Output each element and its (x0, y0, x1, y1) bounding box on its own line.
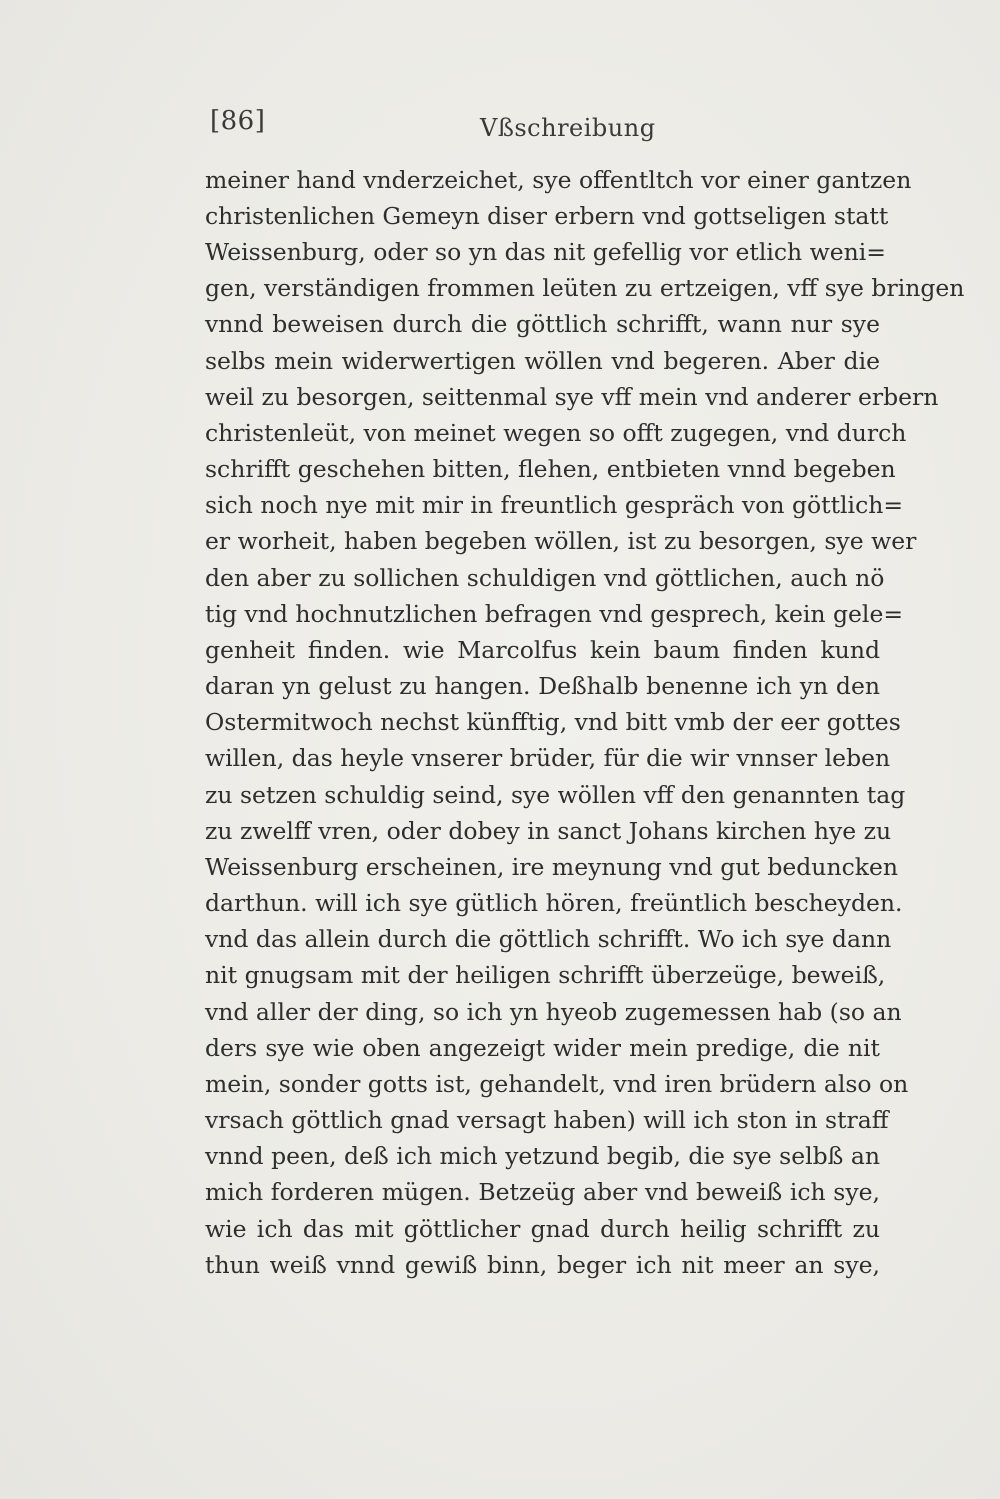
text-line: ders sye wie oben angezeigt wider mein predige, die nit (205, 1034, 880, 1062)
text-line: vnnd beweisen durch die göttlich schrifft, wann nur sye (205, 310, 880, 338)
text-line: tig vnd hochnutzlichen befragen vnd gesprech, kein gele= (205, 600, 904, 628)
text-line: er worheit, haben begeben wöllen, ist zu besorgen, sye wer (205, 527, 917, 555)
text-line: willen, das heyle vnserer brüder, für die wir vnnser leben (205, 744, 891, 772)
text-line: nit gnugsam mit der heiligen schrifft überzeüge, beweiß, (205, 961, 886, 989)
text-line: christenlichen Gemeyn diser erbern vnd gottseligen statt (205, 202, 889, 230)
text-line: vnnd peen, deß ich mich yetzund begib, die sye selbß an (205, 1142, 880, 1170)
text-line: vnd das allein durch die göttlich schrifft. Wo ich sye dann (205, 925, 892, 953)
text-line: schrifft geschehen bitten, flehen, entbieten vnnd begeben (205, 455, 896, 483)
text-line: Weissenburg, oder so yn das nit gefellig vor etlich weni= (205, 238, 886, 266)
text-line: daran yn gelust zu hangen. Deßhalb benenne ich yn den (205, 672, 880, 700)
text-line: mein, sonder gotts ist, gehandelt, vnd iren brüdern also on (205, 1070, 909, 1098)
text-line: zu zwelff vren, oder dobey in sanct Johans kirchen hye zu (205, 817, 892, 845)
text-line: christenleüt, von meinet wegen so offt zugegen, vnd durch (205, 419, 907, 447)
text-line: darthun. will ich sye gütlich hören, freüntlich bescheyden. (205, 889, 903, 917)
text-line: weil zu besorgen, seittenmal sye vff mein vnd anderer erbern (205, 383, 939, 411)
running-title: Vßschreibung (480, 114, 656, 142)
text-line: zu setzen schuldig seind, sye wöllen vff den genannten tag (205, 781, 906, 809)
text-line: thun weiß vnnd gewiß binn, beger ich nit meer an sye, (205, 1251, 880, 1279)
page-number: [86] (210, 106, 266, 136)
text-line: sich noch nye mit mir in freuntlich gespräch von göttlich= (205, 491, 904, 519)
text-line: vrsach göttlich gnad versagt haben) will ich ston in straff (205, 1106, 889, 1134)
text-line: meiner hand vnderzeichet, sye offentltch vor einer gantzen (205, 166, 912, 194)
text-line: wie ich das mit göttlicher gnad durch heilig schrifft zu (205, 1215, 880, 1243)
text-line: mich forderen mügen. Betzeüg aber vnd beweiß ich sye, (205, 1178, 880, 1206)
text-line: den aber zu sollichen schuldigen vnd göttlichen, auch nö (205, 564, 885, 592)
text-line: selbs mein widerwertigen wöllen vnd begeren. Aber die (205, 347, 880, 375)
text-line: gen, verständigen frommen leüten zu ertzeigen, vff sye bringen (205, 274, 965, 302)
text-line: vnd aller der ding, so ich yn hyeob zugemessen hab (so an (205, 998, 902, 1026)
text-line: Ostermitwoch nechst künfftig, vnd bitt vmb der eer gottes (205, 708, 901, 736)
text-line: genheit finden. wie Marcolfus kein baum finden kund (205, 636, 880, 664)
text-line: Weissenburg erscheinen, ire meynung vnd gut beduncken (205, 853, 899, 881)
